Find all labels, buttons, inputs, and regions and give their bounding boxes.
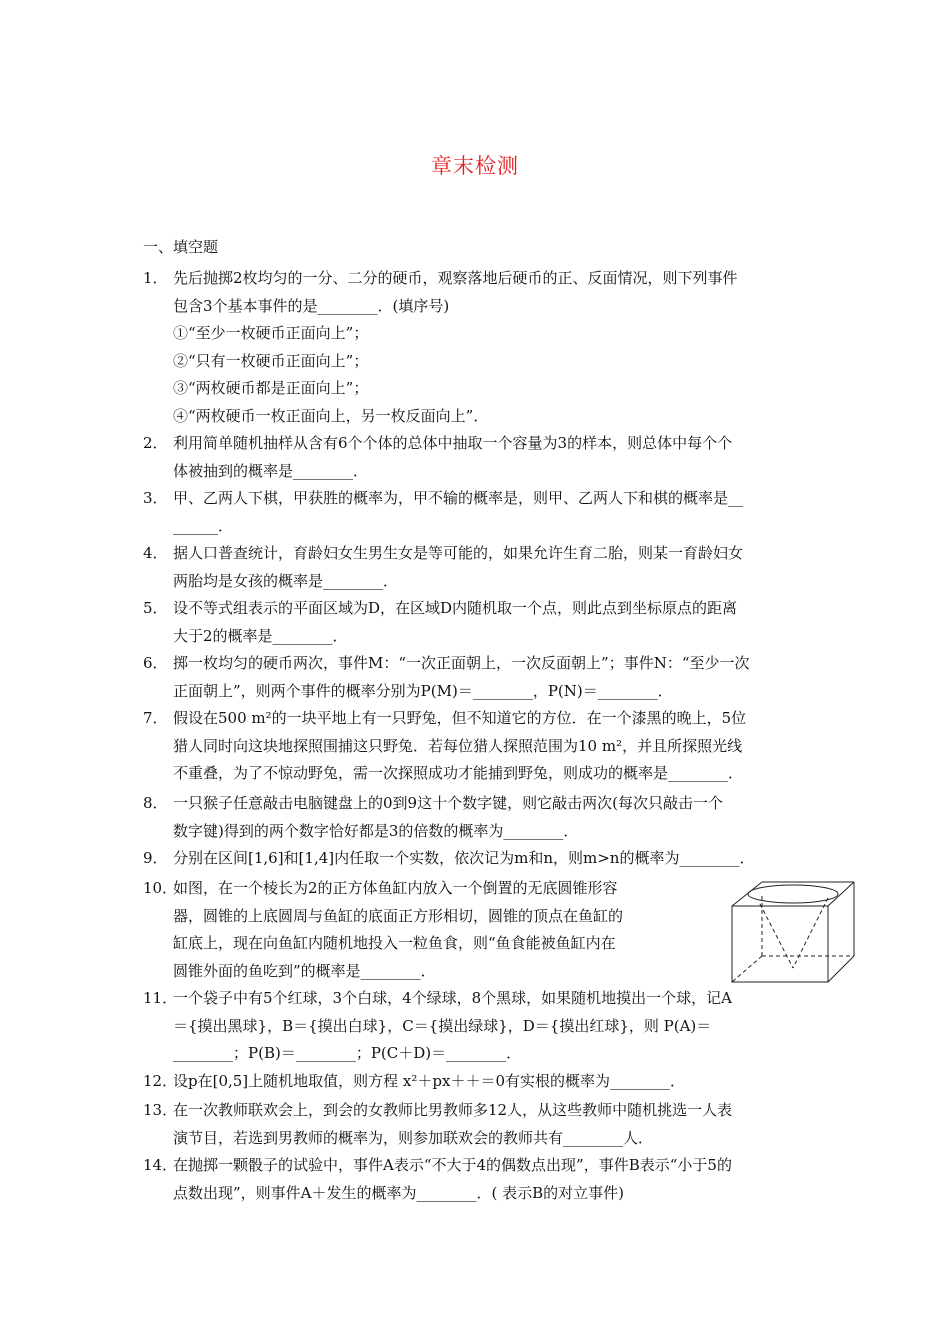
- question-line: 在抛掷一颗骰子的试验中，事件A表示“不大于4的偶数点出现”，事件B表示“小于5的: [173, 1156, 732, 1174]
- question-line: ________；P(B)＝________；P(C＋D)＝________．: [173, 1044, 522, 1062]
- cube-hidden-edge: [732, 956, 762, 982]
- question-14: [143, 1152, 823, 1207]
- question-12: [143, 1068, 823, 1096]
- question-4: [143, 540, 823, 595]
- question-line: 圆锥外面的鱼吃到”的概率是________．: [173, 961, 436, 980]
- question-line: 设不等式组表示的平面区域为D，在区域D内随机取一个点，则此点到坐标原点的距离: [173, 599, 738, 617]
- question-5: [143, 595, 823, 650]
- question-line: ④“两枚硬币一枚正面向上，另一枚反面向上”．: [173, 406, 489, 425]
- question-line: 大于2的概率是________．: [173, 626, 348, 645]
- question-body: [173, 985, 823, 1068]
- question-line: 器，圆锥的上底圆周与鱼缸的底面正方形相切，圆锥的顶点在鱼缸的: [173, 906, 624, 925]
- question-number: 11．: [143, 989, 178, 1007]
- question-body: [173, 595, 823, 650]
- question-body: [173, 650, 823, 705]
- question-line: 点数出现”，则事件A＋发生的概率为________．( 表示B的对立事件): [173, 1183, 624, 1202]
- question-number: 3．: [143, 489, 168, 507]
- cube-edge: [828, 882, 854, 906]
- question-line: 正面朝上”，则两个事件的概率分别为P(M)＝________，P(N)＝________．: [173, 681, 673, 700]
- question-9: [143, 845, 823, 873]
- question-line: 一只猴子任意敲击电脑键盘上的0到9这十个数字键，则它敲击两次(每次只敲击一个: [173, 794, 723, 812]
- section-heading: 一、填空题: [143, 238, 219, 256]
- question-line: 包含3个基本事件的是________．(填序号): [173, 296, 450, 315]
- question-number: 5．: [143, 599, 168, 617]
- question-line: ①“至少一枚硬币正面向上”；: [173, 324, 369, 342]
- question-line: ③“两枚硬币都是正面向上”；: [173, 379, 369, 397]
- question-number: 14．: [143, 1156, 178, 1174]
- question-line: 据人口普查统计，育龄妇女生男生女是等可能的，如果允许生育二胎，则某一育龄妇女: [173, 544, 744, 562]
- question-body: [173, 845, 823, 873]
- cone-in-cube-figure: [724, 878, 856, 984]
- question-2: [143, 430, 823, 485]
- cube-front-face: [732, 906, 828, 982]
- question-6: [143, 650, 823, 705]
- question-line: ②“只有一枚硬币正面向上”；: [173, 351, 369, 370]
- question-body: [173, 485, 823, 540]
- cone-side: [760, 904, 793, 968]
- question-13: [143, 1097, 823, 1152]
- question-line: ＝{摸出黑球}，B＝{摸出白球}，C＝{摸出绿球}，D＝{摸出红球}，则 P(A)＝: [173, 1016, 712, 1035]
- cube-edge: [828, 956, 854, 982]
- question-line: 数字键)得到的两个数字恰好都是3的倍数的概率为________．: [173, 821, 579, 840]
- question-number: 1．: [143, 269, 168, 287]
- question-line: ______．: [173, 516, 234, 535]
- question-number: 7．: [143, 709, 168, 727]
- question-body: [173, 790, 823, 845]
- question-number: 10．: [143, 879, 178, 897]
- question-10: [143, 875, 683, 985]
- question-body: [173, 265, 823, 430]
- question-line: 体被抽到的概率是________．: [173, 461, 369, 480]
- cube-edge: [732, 882, 762, 906]
- page-title: 章末检测: [431, 154, 519, 178]
- question-body: [173, 540, 823, 595]
- question-1: [143, 265, 823, 430]
- question-line: 缸底上，现在向鱼缸内随机地投入一粒鱼食，则“鱼食能被鱼缸内在: [173, 934, 616, 952]
- question-line: 猎人同时向这块地探照围捕这只野兔．若每位猎人探照范围为10 m²，并且所探照光线: [173, 736, 743, 755]
- question-8: [143, 790, 823, 845]
- question-number: 12．: [143, 1072, 178, 1090]
- question-line: 利用简单随机抽样从含有6个个体的总体中抽取一个容量为3的样本，则总体中每个个: [173, 434, 733, 452]
- question-line: 设p在[0,5]上随机地取值，则方程 x²＋px＋＋＝0有实根的概率为________．: [173, 1072, 686, 1090]
- question-3: [143, 485, 823, 540]
- question-number: 4．: [143, 544, 168, 562]
- question-line: 如图，在一个棱长为2的正方体鱼缸内放入一个倒置的无底圆锥形容: [173, 879, 618, 897]
- question-line: 演节目，若选到男教师的概率为，则参加联欢会的教师共有________人．: [173, 1128, 654, 1147]
- question-body: [173, 705, 823, 788]
- question-line: 分别在区间[1,6]和[1,4]内任取一个实数，依次记为m和n，则m>n的概率为________．: [173, 849, 755, 867]
- question-11: [143, 985, 823, 1068]
- question-number: 6．: [143, 654, 168, 672]
- question-line: 假设在500 m²的一块平地上有一只野兔，但不知道它的方位．在一个漆黑的晚上，5位: [173, 709, 747, 727]
- question-line: 两胎均是女孩的概率是________．: [173, 571, 399, 590]
- question-line: 甲、乙两人下棋，甲获胜的概率为，甲不输的概率是，则甲、乙两人下和棋的概率是__: [173, 489, 744, 507]
- question-7: [143, 705, 823, 788]
- question-number: 9．: [143, 849, 168, 867]
- question-body: [173, 1068, 823, 1096]
- question-body: [173, 430, 823, 485]
- question-number: 13．: [143, 1101, 178, 1119]
- question-number: 8．: [143, 794, 168, 812]
- question-line: 先后抛掷2枚均匀的一分、二分的硬币，观察落地后硬币的正、反面情况，则下列事件: [173, 269, 738, 287]
- question-body: [173, 1097, 823, 1152]
- question-line: 不重叠，为了不惊动野兔，需一次探照成功才能捕到野兔，则成功的概率是________．: [173, 764, 744, 782]
- question-line: 一个袋子中有5个红球，3个白球，4个绿球，8个黑球，如果随机地摸出一个球，记A: [173, 989, 733, 1007]
- question-body: [173, 1152, 823, 1207]
- question-number: 2．: [143, 434, 168, 452]
- cone-top-ellipse: [748, 885, 838, 903]
- cone-side: [793, 898, 828, 968]
- question-body: [173, 875, 683, 985]
- question-line: 在一次教师联欢会上，到会的女教师比男教师多12人，从这些教师中随机挑选一人表: [173, 1101, 733, 1119]
- question-line: 掷一枚均匀的硬币两次，事件M：“一次正面朝上，一次反面朝上”；事件N：“至少一次: [173, 654, 750, 672]
